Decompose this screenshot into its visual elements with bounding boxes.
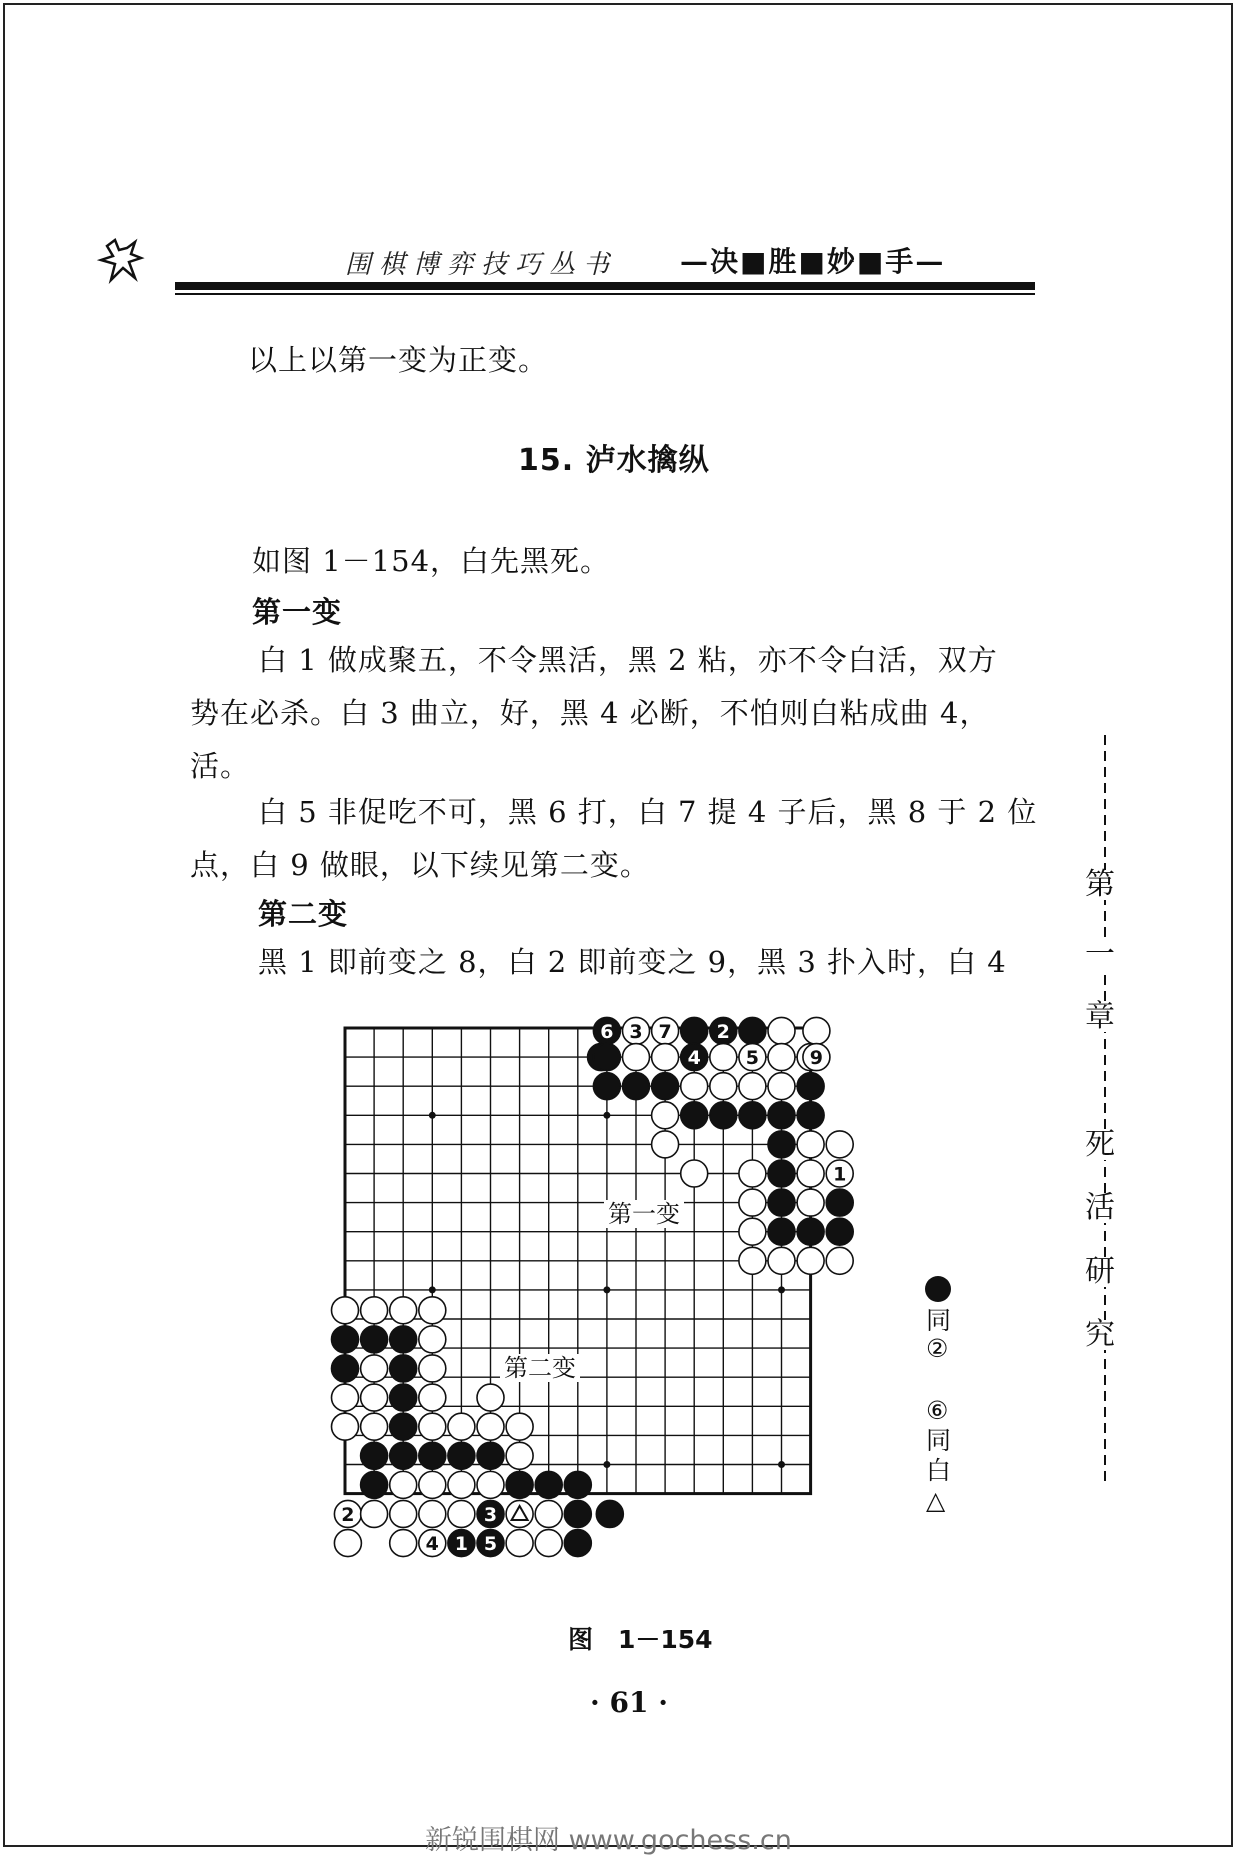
black-stone bbox=[390, 1442, 417, 1469]
white-stone bbox=[739, 1189, 766, 1216]
stone-number-label: 4 bbox=[687, 1047, 701, 1070]
paragraph-2-line-1: 白 5 非促吃不可，黑 6 打，白 7 提 4 子后，黑 8 于 2 位 bbox=[258, 795, 1038, 829]
stones bbox=[332, 1017, 854, 1556]
page-number: · 61 · bbox=[590, 1686, 668, 1719]
white-stone bbox=[361, 1355, 388, 1382]
white-stone bbox=[361, 1500, 388, 1527]
white-stone bbox=[652, 1102, 679, 1129]
black-stone bbox=[477, 1442, 504, 1469]
white-stone bbox=[768, 1247, 795, 1274]
stone-number-label: 7 bbox=[658, 1020, 672, 1043]
black-stone bbox=[739, 1017, 766, 1044]
black-stone bbox=[448, 1442, 475, 1469]
black-stone bbox=[390, 1326, 417, 1353]
black-stone bbox=[710, 1102, 737, 1129]
white-stone bbox=[826, 1131, 853, 1158]
sidebar-char: 研 bbox=[1085, 1254, 1115, 1289]
star-point bbox=[429, 1112, 436, 1119]
legend-bottom-line-1: ⑥ bbox=[926, 1396, 949, 1425]
white-stone bbox=[390, 1530, 417, 1557]
black-stone bbox=[332, 1326, 359, 1353]
black-stone bbox=[768, 1218, 795, 1245]
black-stone bbox=[681, 1102, 708, 1129]
white-stone bbox=[681, 1160, 708, 1187]
star-point bbox=[603, 1286, 610, 1293]
white-stone bbox=[332, 1413, 359, 1440]
white-stone bbox=[390, 1500, 417, 1527]
intro-line: 以上以第一变为正变。 bbox=[248, 343, 549, 377]
legend-bottom-line-2: 同 bbox=[926, 1426, 952, 1455]
legend-top-line-1: 同 bbox=[926, 1306, 952, 1335]
variation-2-label: 第二变 bbox=[500, 1354, 580, 1382]
stone-number-label: 4 bbox=[425, 1533, 439, 1556]
white-stone bbox=[826, 1247, 853, 1274]
star-point bbox=[429, 1286, 436, 1293]
white-stone bbox=[797, 1160, 824, 1187]
stone-number-label: 1 bbox=[454, 1533, 469, 1556]
paragraph-3-line-1: 黑 1 即前变之 8，白 2 即前变之 9，黑 3 扑入时，白 4 bbox=[258, 945, 1007, 979]
star-point bbox=[603, 1112, 610, 1119]
stone-number-label: 5 bbox=[745, 1047, 760, 1070]
sidebar-char: 章 bbox=[1085, 999, 1115, 1034]
book-subtitle: —决■胜■妙■手— bbox=[680, 245, 946, 278]
white-stone bbox=[797, 1189, 824, 1216]
white-stone bbox=[419, 1326, 446, 1353]
black-stone bbox=[535, 1471, 562, 1498]
legend-bottom-line-4: △ bbox=[926, 1486, 946, 1515]
white-stone bbox=[681, 1073, 708, 1100]
black-stone bbox=[361, 1471, 388, 1498]
white-stone bbox=[506, 1530, 533, 1557]
white-stone bbox=[448, 1413, 475, 1440]
black-stone bbox=[768, 1160, 795, 1187]
white-stone bbox=[419, 1500, 446, 1527]
legend-top-line-2: ② bbox=[926, 1334, 949, 1363]
black-stone bbox=[768, 1189, 795, 1216]
paragraph-1-line-3: 活。 bbox=[190, 749, 251, 783]
problem-statement: 如图 1－154，白先黑死。 bbox=[252, 544, 611, 578]
white-stone bbox=[448, 1471, 475, 1498]
sidebar-char: 活 bbox=[1085, 1190, 1115, 1225]
black-stone bbox=[768, 1131, 795, 1158]
black-stone bbox=[826, 1189, 853, 1216]
white-stone bbox=[361, 1413, 388, 1440]
stone-number-label: 3 bbox=[629, 1020, 643, 1043]
white-stone bbox=[448, 1500, 475, 1527]
black-stone bbox=[564, 1500, 591, 1527]
white-stone bbox=[477, 1384, 504, 1411]
heading-variation-1: 第一变 bbox=[252, 595, 343, 629]
star-point bbox=[778, 1286, 785, 1293]
white-stone bbox=[419, 1297, 446, 1324]
white-stone bbox=[623, 1044, 650, 1071]
white-stone bbox=[419, 1384, 446, 1411]
paragraph-2-line-2: 点，白 9 做眼，以下续见第二变。 bbox=[190, 848, 650, 882]
figure-caption: 图 1－154 bbox=[568, 1625, 713, 1654]
sidebar-char: 死 bbox=[1085, 1127, 1115, 1162]
stone-number-label: 9 bbox=[809, 1047, 824, 1070]
sidebar-char: 究 bbox=[1085, 1317, 1115, 1352]
legend-bottom-line-3: 白 bbox=[926, 1456, 952, 1485]
black-stone bbox=[739, 1102, 766, 1129]
stone-number-label: 1 bbox=[833, 1163, 847, 1186]
white-stone bbox=[390, 1471, 417, 1498]
black-stone bbox=[593, 1073, 620, 1100]
black-stone bbox=[623, 1073, 650, 1100]
star-point bbox=[603, 1461, 610, 1468]
white-stone bbox=[477, 1413, 504, 1440]
paragraph-1-line-1: 白 1 做成聚五，不令黑活，黑 2 粘，亦不令白活，双方 bbox=[258, 643, 998, 677]
white-stone bbox=[797, 1247, 824, 1274]
white-stone bbox=[739, 1073, 766, 1100]
white-stone bbox=[332, 1384, 359, 1411]
white-stone bbox=[535, 1530, 562, 1557]
black-stone bbox=[593, 1044, 620, 1071]
white-stone bbox=[739, 1247, 766, 1274]
black-stone bbox=[419, 1442, 446, 1469]
black-stone bbox=[681, 1017, 708, 1044]
white-stone bbox=[506, 1413, 533, 1440]
sidebar-char: 第 bbox=[1085, 867, 1115, 902]
star-point bbox=[778, 1461, 785, 1468]
white-stone bbox=[419, 1471, 446, 1498]
white-stone bbox=[768, 1044, 795, 1071]
white-stone bbox=[506, 1442, 533, 1469]
black-stone bbox=[797, 1218, 824, 1245]
black-stone bbox=[564, 1471, 591, 1498]
white-stone bbox=[419, 1355, 446, 1382]
black-stone bbox=[390, 1413, 417, 1440]
white-stone bbox=[535, 1500, 562, 1527]
sidebar-char: 一 bbox=[1085, 937, 1115, 972]
black-stone bbox=[361, 1442, 388, 1469]
white-stone bbox=[768, 1073, 795, 1100]
black-stone bbox=[506, 1471, 533, 1498]
section-title: 15. 泸水擒纵 bbox=[518, 443, 710, 478]
paragraph-1-line-2: 势在必杀。白 3 曲立，好，黑 4 必断，不怕则白粘成曲 4， bbox=[190, 696, 990, 730]
black-stone bbox=[596, 1500, 623, 1527]
black-stone-legend-icon bbox=[925, 1276, 951, 1302]
black-stone bbox=[332, 1355, 359, 1382]
black-stone bbox=[390, 1384, 417, 1411]
white-stone bbox=[739, 1160, 766, 1187]
black-stone bbox=[797, 1102, 824, 1129]
stone-number-label: 5 bbox=[483, 1533, 498, 1556]
black-stone bbox=[361, 1326, 388, 1353]
white-stone bbox=[334, 1530, 361, 1557]
heading-variation-2: 第二变 bbox=[258, 897, 349, 931]
white-stone bbox=[361, 1384, 388, 1411]
white-stone bbox=[710, 1044, 737, 1071]
white-stone bbox=[332, 1297, 359, 1324]
black-stone bbox=[768, 1102, 795, 1129]
white-stone bbox=[768, 1017, 795, 1044]
white-stone bbox=[739, 1218, 766, 1245]
black-stone bbox=[652, 1073, 679, 1100]
watermark: 新锐围棋网 www.gochess.cn bbox=[425, 1825, 792, 1856]
white-stone bbox=[710, 1073, 737, 1100]
variation-1-label: 第一变 bbox=[604, 1200, 684, 1228]
black-stone bbox=[390, 1355, 417, 1382]
stone-number-label: 2 bbox=[341, 1503, 355, 1526]
black-stone bbox=[797, 1073, 824, 1100]
white-stone bbox=[477, 1471, 504, 1498]
white-stone bbox=[390, 1297, 417, 1324]
stone-number-label: 6 bbox=[600, 1020, 614, 1043]
black-stone bbox=[826, 1218, 853, 1245]
white-stone bbox=[419, 1413, 446, 1440]
stone-number-label: 2 bbox=[716, 1020, 730, 1043]
white-stone bbox=[652, 1044, 679, 1071]
white-stone bbox=[803, 1017, 830, 1044]
white-stone bbox=[797, 1131, 824, 1158]
black-stone bbox=[564, 1530, 591, 1557]
white-stone bbox=[361, 1297, 388, 1324]
white-stone bbox=[652, 1131, 679, 1158]
series-title: 围棋博弈技巧丛书 bbox=[345, 250, 618, 280]
stone-number-label: 3 bbox=[483, 1503, 498, 1526]
